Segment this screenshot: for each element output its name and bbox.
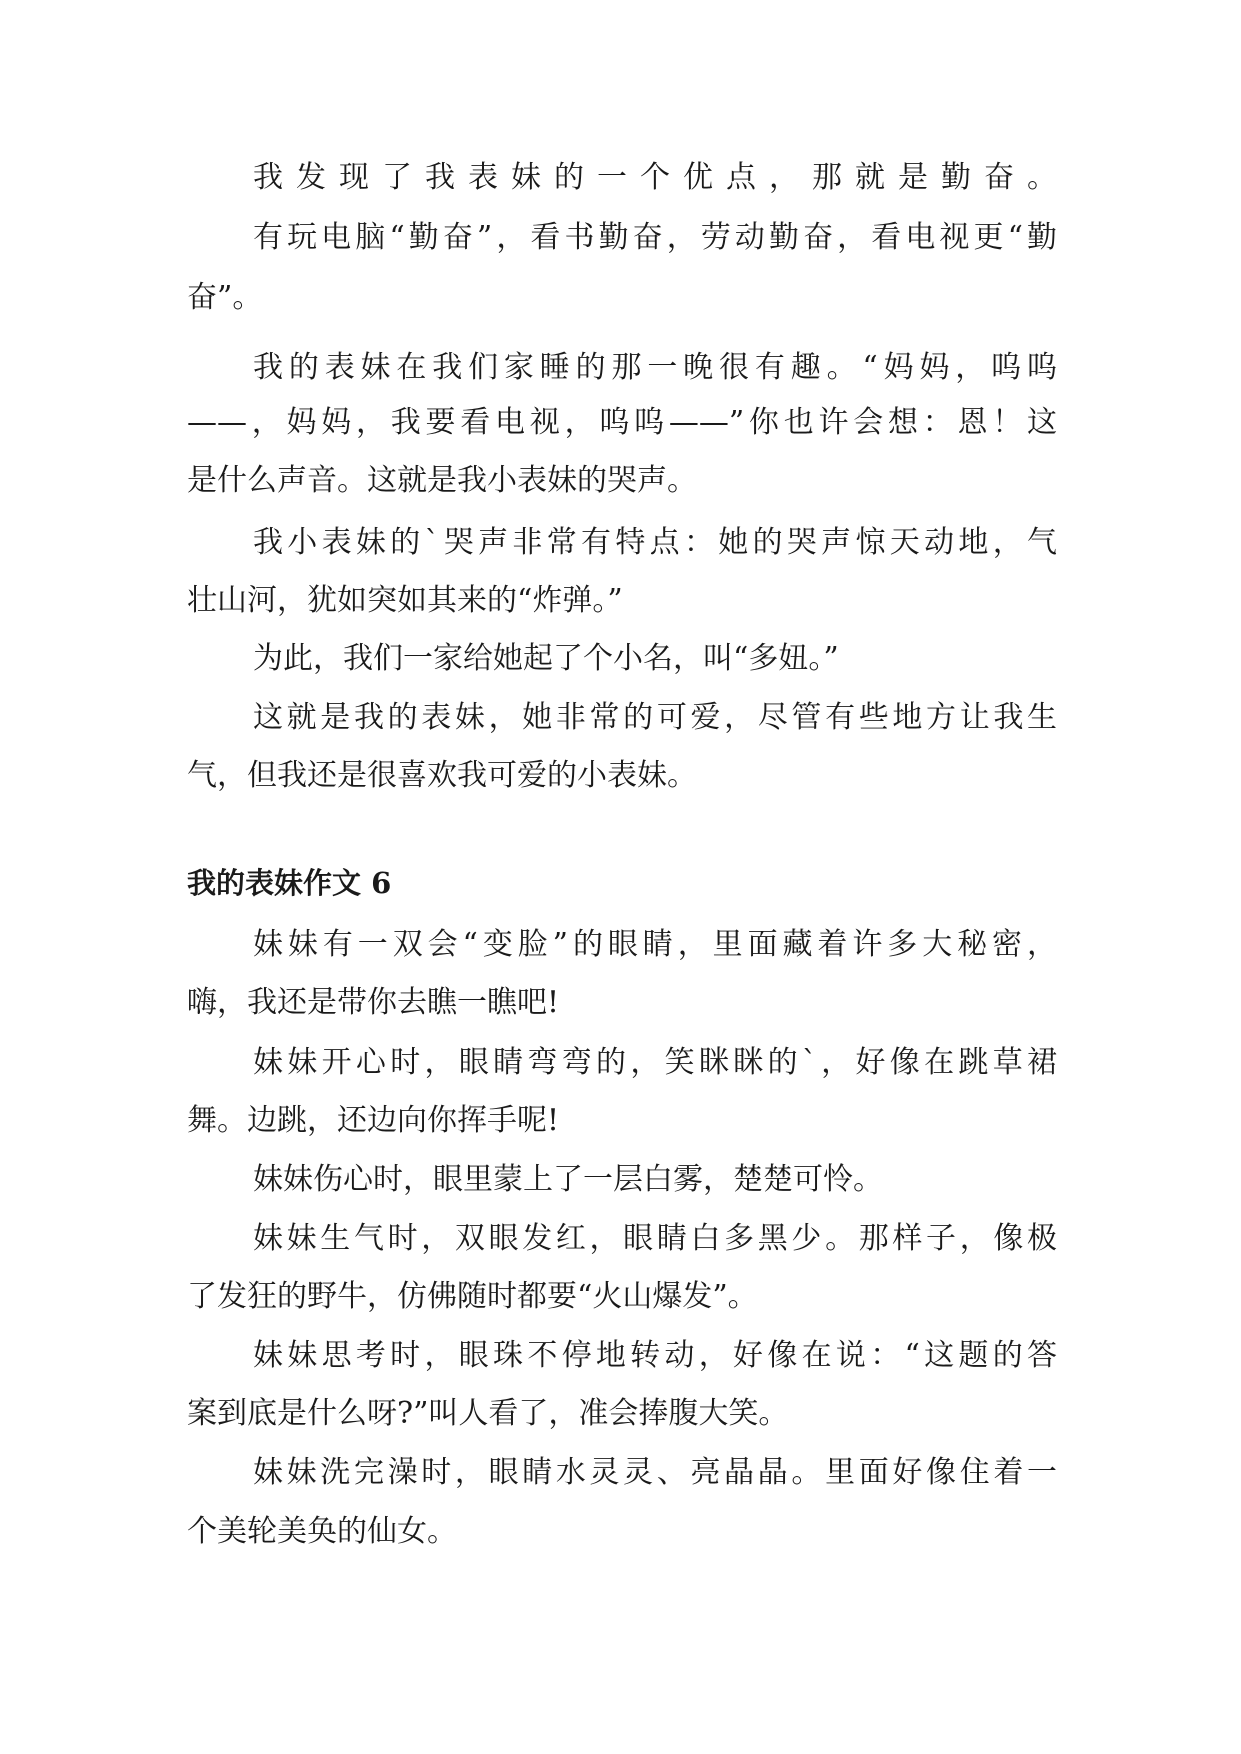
text-line: 了发狂的野牛，仿佛随时都要“火山爆发”。 [187, 1279, 758, 1314]
text-line: 我的表妹在我们家睡的那一晚很有趣。“妈妈，呜呜 [253, 350, 1057, 385]
text-line: 妹妹洗完澡时，眼睛水灵灵、亮晶晶。里面好像住着一 [253, 1455, 1057, 1490]
text-line: 是什么声音。这就是我小表妹的哭声。 [187, 463, 697, 498]
section-heading: 我的表妹作文 6 [187, 866, 392, 900]
text-line: 我小表妹的`哭声非常有特点：她的哭声惊天动地，气 [253, 525, 1057, 560]
text-line: 舞。边跳，还边向你挥手呢! [187, 1103, 560, 1138]
text-line: 个美轮美奂的仙女。 [187, 1514, 457, 1549]
text-line: 奋”。 [187, 280, 263, 315]
text-line: 嗨，我还是带你去瞧一瞧吧! [187, 985, 560, 1020]
text-line: 妹妹开心时，眼睛弯弯的，笑眯眯的`，好像在跳草裙 [253, 1045, 1057, 1080]
text-line: 妹妹思考时，眼珠不停地转动，好像在说：“这题的答 [253, 1338, 1057, 1373]
text-line: 有玩电脑“勤奋”，看书勤奋，劳动勤奋，看电视更“勤 [253, 220, 1057, 255]
text-line: 妹妹有一双会“变脸”的眼睛，里面藏着许多大秘密， [253, 927, 1057, 962]
text-line: 这就是我的表妹，她非常的可爱，尽管有些地方让我生 [253, 700, 1057, 735]
text-line: ——，妈妈，我要看电视，呜呜——”你也许会想：恩！这 [187, 405, 1057, 440]
text-line: 妹妹伤心时，眼里蒙上了一层白雾，楚楚可怜。 [253, 1162, 883, 1197]
text-line: 妹妹生气时，双眼发红，眼睛白多黑少。那样子，像极 [253, 1221, 1057, 1256]
text-line: 为此，我们一家给她起了个小名，叫“多妞。” [253, 641, 839, 676]
text-line: 我发现了我表妹的一个优点，那就是勤奋。 [253, 160, 1057, 195]
text-line: 壮山河，犹如突如其来的“炸弹。” [187, 583, 623, 618]
text-line: 案到底是什么呀?”叫人看了，准会捧腹大笑。 [187, 1396, 789, 1431]
text-line: 气，但我还是很喜欢我可爱的小表妹。 [187, 758, 697, 793]
